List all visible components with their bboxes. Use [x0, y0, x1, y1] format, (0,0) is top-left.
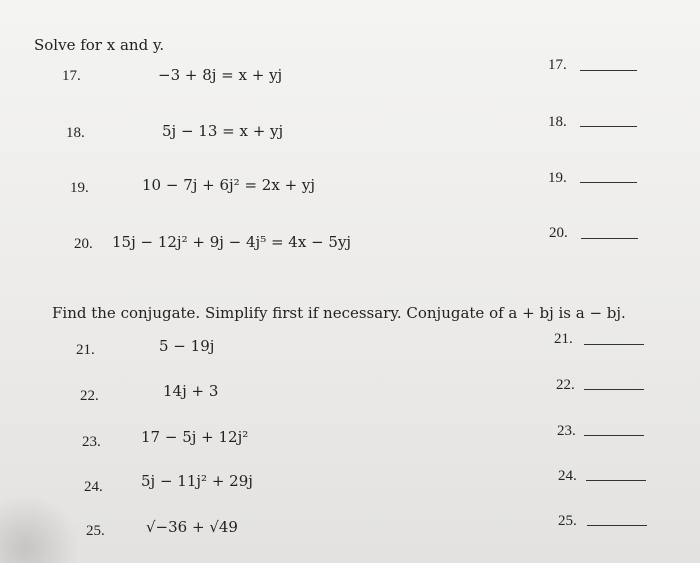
problem-number: 19.	[70, 180, 89, 196]
problem-equation: 14j + 3	[163, 382, 219, 400]
answer-number: 24.	[558, 468, 577, 484]
answer-number: 20.	[549, 225, 568, 241]
problem-number: 23.	[82, 434, 101, 450]
section1-heading: Solve for x and y.	[34, 36, 165, 54]
answer-blank[interactable]	[584, 435, 644, 436]
answer-blank[interactable]	[580, 70, 637, 71]
answer-blank[interactable]	[584, 389, 644, 390]
problem-equation: −3 + 8j = x + yj	[158, 66, 283, 84]
problem-number: 18.	[66, 125, 85, 141]
problem-equation: 15j − 12j² + 9j − 4j⁵ = 4x − 5yj	[112, 233, 352, 251]
answer-number: 17.	[548, 57, 567, 73]
problem-number: 21.	[76, 342, 95, 358]
problem-equation: 5 − 19j	[159, 337, 215, 355]
answer-number: 19.	[548, 170, 567, 186]
answer-number: 23.	[557, 423, 576, 439]
problem-equation: 5j − 11j² + 29j	[141, 472, 253, 490]
problem-number: 25.	[86, 523, 105, 539]
answer-number: 18.	[548, 114, 567, 130]
problem-number: 20.	[74, 236, 93, 252]
problem-number: 17.	[62, 68, 81, 84]
page-shadow	[0, 493, 80, 563]
problem-equation: 5j − 13 = x + yj	[162, 122, 284, 140]
problem-equation: 17 − 5j + 12j²	[141, 428, 249, 446]
answer-blank[interactable]	[580, 126, 637, 127]
answer-blank[interactable]	[581, 238, 638, 239]
answer-number: 21.	[554, 331, 573, 347]
answer-blank[interactable]	[584, 344, 644, 345]
answer-number: 22.	[556, 377, 575, 393]
problem-number: 24.	[84, 479, 103, 495]
problem-equation: 10 − 7j + 6j² = 2x + yj	[142, 176, 316, 194]
answer-number: 25.	[558, 513, 577, 529]
section2-heading: Find the conjugate. Simplify first if necessary. Conjugate of a + bj is a − bj.	[52, 304, 626, 322]
answer-blank[interactable]	[586, 480, 646, 481]
answer-blank[interactable]	[580, 182, 637, 183]
problem-number: 22.	[80, 388, 99, 404]
answer-blank[interactable]	[587, 525, 647, 526]
problem-equation: √−36 + √49	[146, 518, 238, 536]
